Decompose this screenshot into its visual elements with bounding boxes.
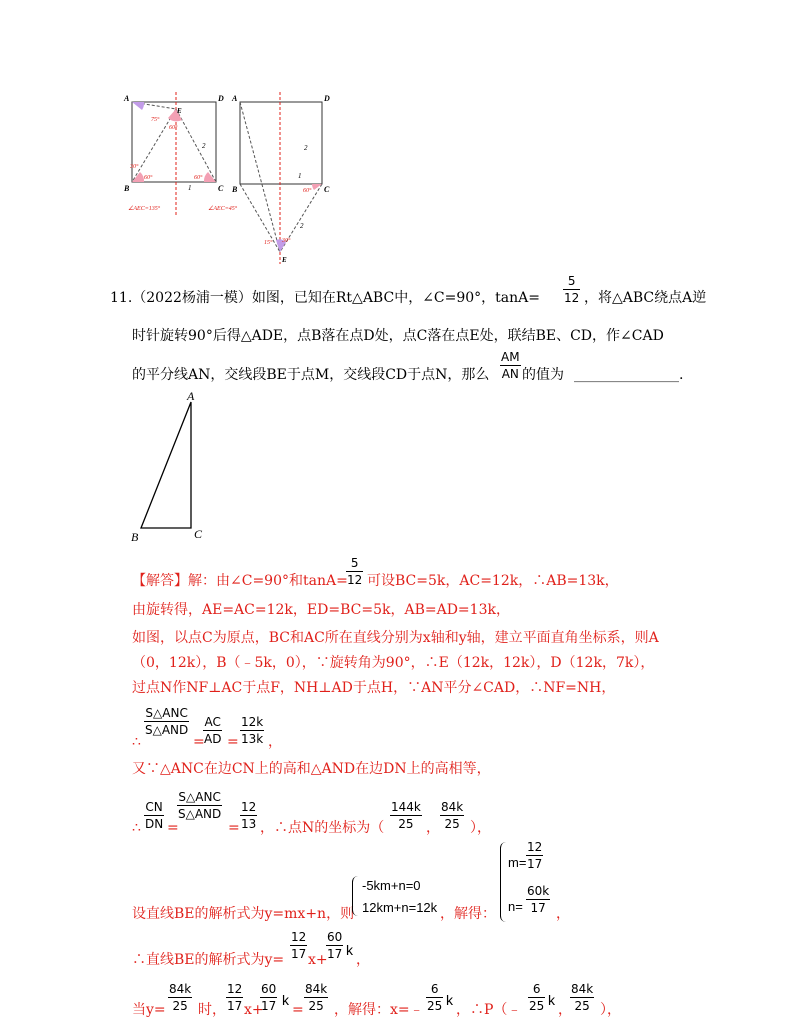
problem-tan-fraction [563, 274, 580, 305]
fig1-angle-60-c: 60° [194, 175, 203, 181]
solution-line-9-head: 设直线BE的解析式为y=mx+n，则 [132, 906, 355, 922]
frac-84k-25-c [570, 982, 594, 1013]
frac-am: AM [501, 350, 520, 364]
comma: ， [268, 734, 282, 750]
equals-sign: = [228, 820, 240, 836]
solution-line-10-head: ∴直线BE的解析式为y= [132, 952, 285, 968]
frac-num: 6 [430, 982, 439, 996]
frac-60-17 [326, 930, 343, 961]
fig2-label-c: C [324, 185, 330, 194]
frac-den: S△AND [145, 723, 189, 737]
frac-den: 17 [261, 999, 277, 1013]
frac-m-12-17 [526, 840, 543, 871]
fig1-angle-30: 30° [130, 164, 139, 170]
frac-84k-25 [440, 800, 464, 831]
solution-line-7: 又∵△ANC在边CN上的高和△AND在边DN上的高相等， [132, 761, 491, 777]
figure-rotation-1 [120, 92, 230, 217]
comma: ， [356, 952, 370, 968]
frac-6-25-b [528, 982, 545, 1013]
frac-den: 13k [241, 732, 264, 746]
frac-den: 17 [530, 901, 546, 915]
frac-num: 12 [241, 800, 257, 814]
frac-num: 84k [305, 982, 328, 996]
fig2-caption: ∠AEC=45° [208, 206, 238, 212]
solution-line-8-mid: ，∴点N的坐标为（ [260, 820, 385, 836]
comma: ， [556, 906, 570, 922]
problem-line-1-tail: ，将△ABC绕点A逆 [584, 290, 707, 306]
fig1-label-c: C [218, 184, 224, 193]
sol-m-label: m= [508, 855, 527, 870]
sol-tan-num: 5 [350, 556, 359, 570]
k-symbol: k [548, 992, 555, 1008]
fig1-label-b: B [124, 184, 130, 193]
frac-den: 25 [574, 999, 590, 1013]
triangle-abc-figure [125, 388, 215, 548]
equals-sign: = [292, 1002, 304, 1018]
solution-line-9-mid: ，解得： [440, 906, 496, 922]
problem-line-1: 11.（2022杨浦一模）如图，已知在Rt△ABC中，∠C=90°，tanA= [110, 290, 541, 306]
triangle-label-a: A [187, 389, 195, 403]
frac-num: CN [145, 800, 163, 814]
frac-den: 25 [444, 817, 460, 831]
fig1-label-d: D [218, 94, 224, 103]
frac-num: 84k [169, 982, 192, 996]
fig1-caption: ∠AEC=135° [128, 206, 161, 212]
when-text: 时， [198, 1002, 226, 1018]
sol-tan-den: 12 [347, 573, 363, 587]
frac-den: 25 [398, 817, 414, 831]
solution-brace [500, 842, 507, 922]
fig1-seg-1: 1 [188, 184, 192, 192]
triangle-label-c: C [194, 527, 203, 541]
frac-den: 17 [227, 999, 243, 1013]
frac-num: 12 [227, 982, 243, 996]
problem-line-3: 的平分线AN，交线段BE于点M，交线段CD于点N，那么 [132, 367, 490, 383]
frac-den: 17 [527, 857, 543, 871]
fig1-label-e: E [177, 107, 182, 115]
solution-line-5: 过点N作NF⊥AC于点F，NH⊥AD于点H，∵AN平分∠CAD，∴NF=NH， [132, 680, 616, 696]
frac-12-13 [240, 800, 257, 831]
fig2-label-e: E [282, 256, 287, 264]
fig1-angle-60-top: 60° [169, 125, 178, 131]
k-symbol: k [446, 992, 453, 1008]
frac-den: AD [204, 732, 222, 746]
frac-num: 60k [527, 884, 550, 898]
frac-den: 25 [427, 999, 443, 1013]
comma: ， [558, 1002, 572, 1018]
frac-num: S△ANC [178, 790, 221, 804]
frac-12-17 [290, 930, 307, 961]
sol-n-label: n= [508, 899, 523, 914]
frac-den: 25 [172, 999, 188, 1013]
system-brace [352, 876, 359, 916]
solution-line-3: 如图，以点C为原点，BC和AC所在直线分别为x轴和y轴，建立平面直角坐标系，则A [132, 630, 659, 646]
fig2-seg-2: 2 [304, 144, 308, 152]
frac-num: AC [204, 715, 221, 729]
frac-num: 12 [527, 840, 543, 854]
solution-line-4: （0，12k），B（﹣5k，0），∵旋转角为90°，∴E（12k，12k），D（12k，7k）， [132, 655, 655, 671]
solution-line-2: 由旋转得，AE=AC=12k，ED=BC=5k，AB=AD=13k， [132, 602, 510, 618]
tan-denominator: 12 [564, 291, 580, 305]
k-symbol: k [346, 942, 353, 958]
fig1-angle-60-b: 60° [144, 175, 153, 181]
solution-line-1-head: 【解答】解：由∠C=90°和tanA= [132, 573, 348, 589]
frac-num: 144k [391, 800, 421, 814]
frac-60-17-b [260, 982, 277, 1013]
frac-84k-25-a [168, 982, 192, 1013]
x-plus: x+ [244, 1002, 264, 1018]
frac-den: 17 [291, 947, 307, 961]
system-eq-1: -5km+n=0 [362, 878, 421, 893]
frac-84k-25-b [304, 982, 328, 1013]
solution-line-6-therefore: ∴ [132, 734, 141, 750]
fig1-angle-75: 75° [151, 117, 160, 123]
solution-tan-fraction [346, 556, 363, 587]
frac-den: 25 [308, 999, 324, 1013]
fig2-seg-2b: 2 [300, 222, 304, 230]
fig2-angle-60: 60° [303, 188, 312, 194]
problem-am-an-fraction [500, 350, 521, 381]
solution-line-11-head: 当y= [132, 1002, 166, 1018]
frac-6-25-a [426, 982, 443, 1013]
frac-num: 60 [327, 930, 343, 944]
equals-sign: = [193, 734, 205, 750]
triangle-label-b: B [131, 530, 139, 544]
frac-num: 12k [241, 715, 264, 729]
fig1-label-a: A [124, 94, 130, 103]
fig2-seg-1: 1 [298, 172, 302, 180]
figure-rotation-2 [208, 92, 338, 264]
frac-num: 6 [532, 982, 541, 996]
frac-12k-13k [240, 715, 264, 746]
frac-num: 12 [291, 930, 307, 944]
solution-line-8-therefore: ∴ [132, 820, 141, 836]
frac-n-60k-17 [526, 884, 550, 915]
solve-text: ，解得：x=﹣ [334, 1002, 424, 1018]
frac-144k-25 [390, 800, 422, 831]
solution-line-8-tail: ）， [470, 820, 491, 836]
fig2-angle-30: 30° [282, 238, 291, 244]
frac-den: 17 [327, 947, 343, 961]
frac-area-anc-and [144, 706, 189, 737]
equals-sign: = [227, 734, 239, 750]
frac-an: AN [501, 367, 519, 381]
frac-area-anc-and-2 [177, 790, 222, 821]
frac-num: 84k [571, 982, 594, 996]
frac-den: 25 [529, 999, 545, 1013]
system-eq-2: 12km+n=12k [362, 900, 438, 915]
equals-sign: = [167, 820, 179, 836]
fig2-label-d: D [324, 94, 330, 103]
frac-num: 60 [261, 982, 277, 996]
tan-numerator: 5 [567, 274, 576, 288]
answer-blank: _______________. [574, 367, 684, 383]
frac-den: 13 [241, 817, 257, 831]
solution-line-11-end: ）， [600, 1002, 621, 1018]
solution-line-1-tail: 可设BC=5k，AC=12k，∴AB=13k， [367, 573, 619, 589]
k-symbol: k [282, 992, 289, 1008]
fig2-label-b: B [232, 185, 238, 194]
fig2-label-a: A [232, 94, 238, 103]
frac-den: S△AND [178, 807, 222, 821]
frac-num: 84k [441, 800, 464, 814]
comma: ， [426, 820, 440, 836]
problem-line-2: 时针旋转90°后得△ADE，点B落在点D处，点C落在点E处，联结BE、CD，作∠CAD [132, 328, 664, 344]
x-plus: x+ [308, 952, 328, 968]
frac-ac-ad [203, 715, 222, 746]
point-p-text: ，∴P（﹣ [456, 1002, 522, 1018]
problem-line-3-tail: 的值为 [522, 367, 564, 383]
fig2-angle-15: 15° [264, 240, 273, 246]
frac-12-17-b [226, 982, 243, 1013]
fig1-seg-2: 2 [202, 142, 206, 150]
frac-den: DN [145, 817, 164, 831]
frac-num: S△ANC [145, 706, 188, 720]
frac-cn-dn [144, 800, 164, 831]
